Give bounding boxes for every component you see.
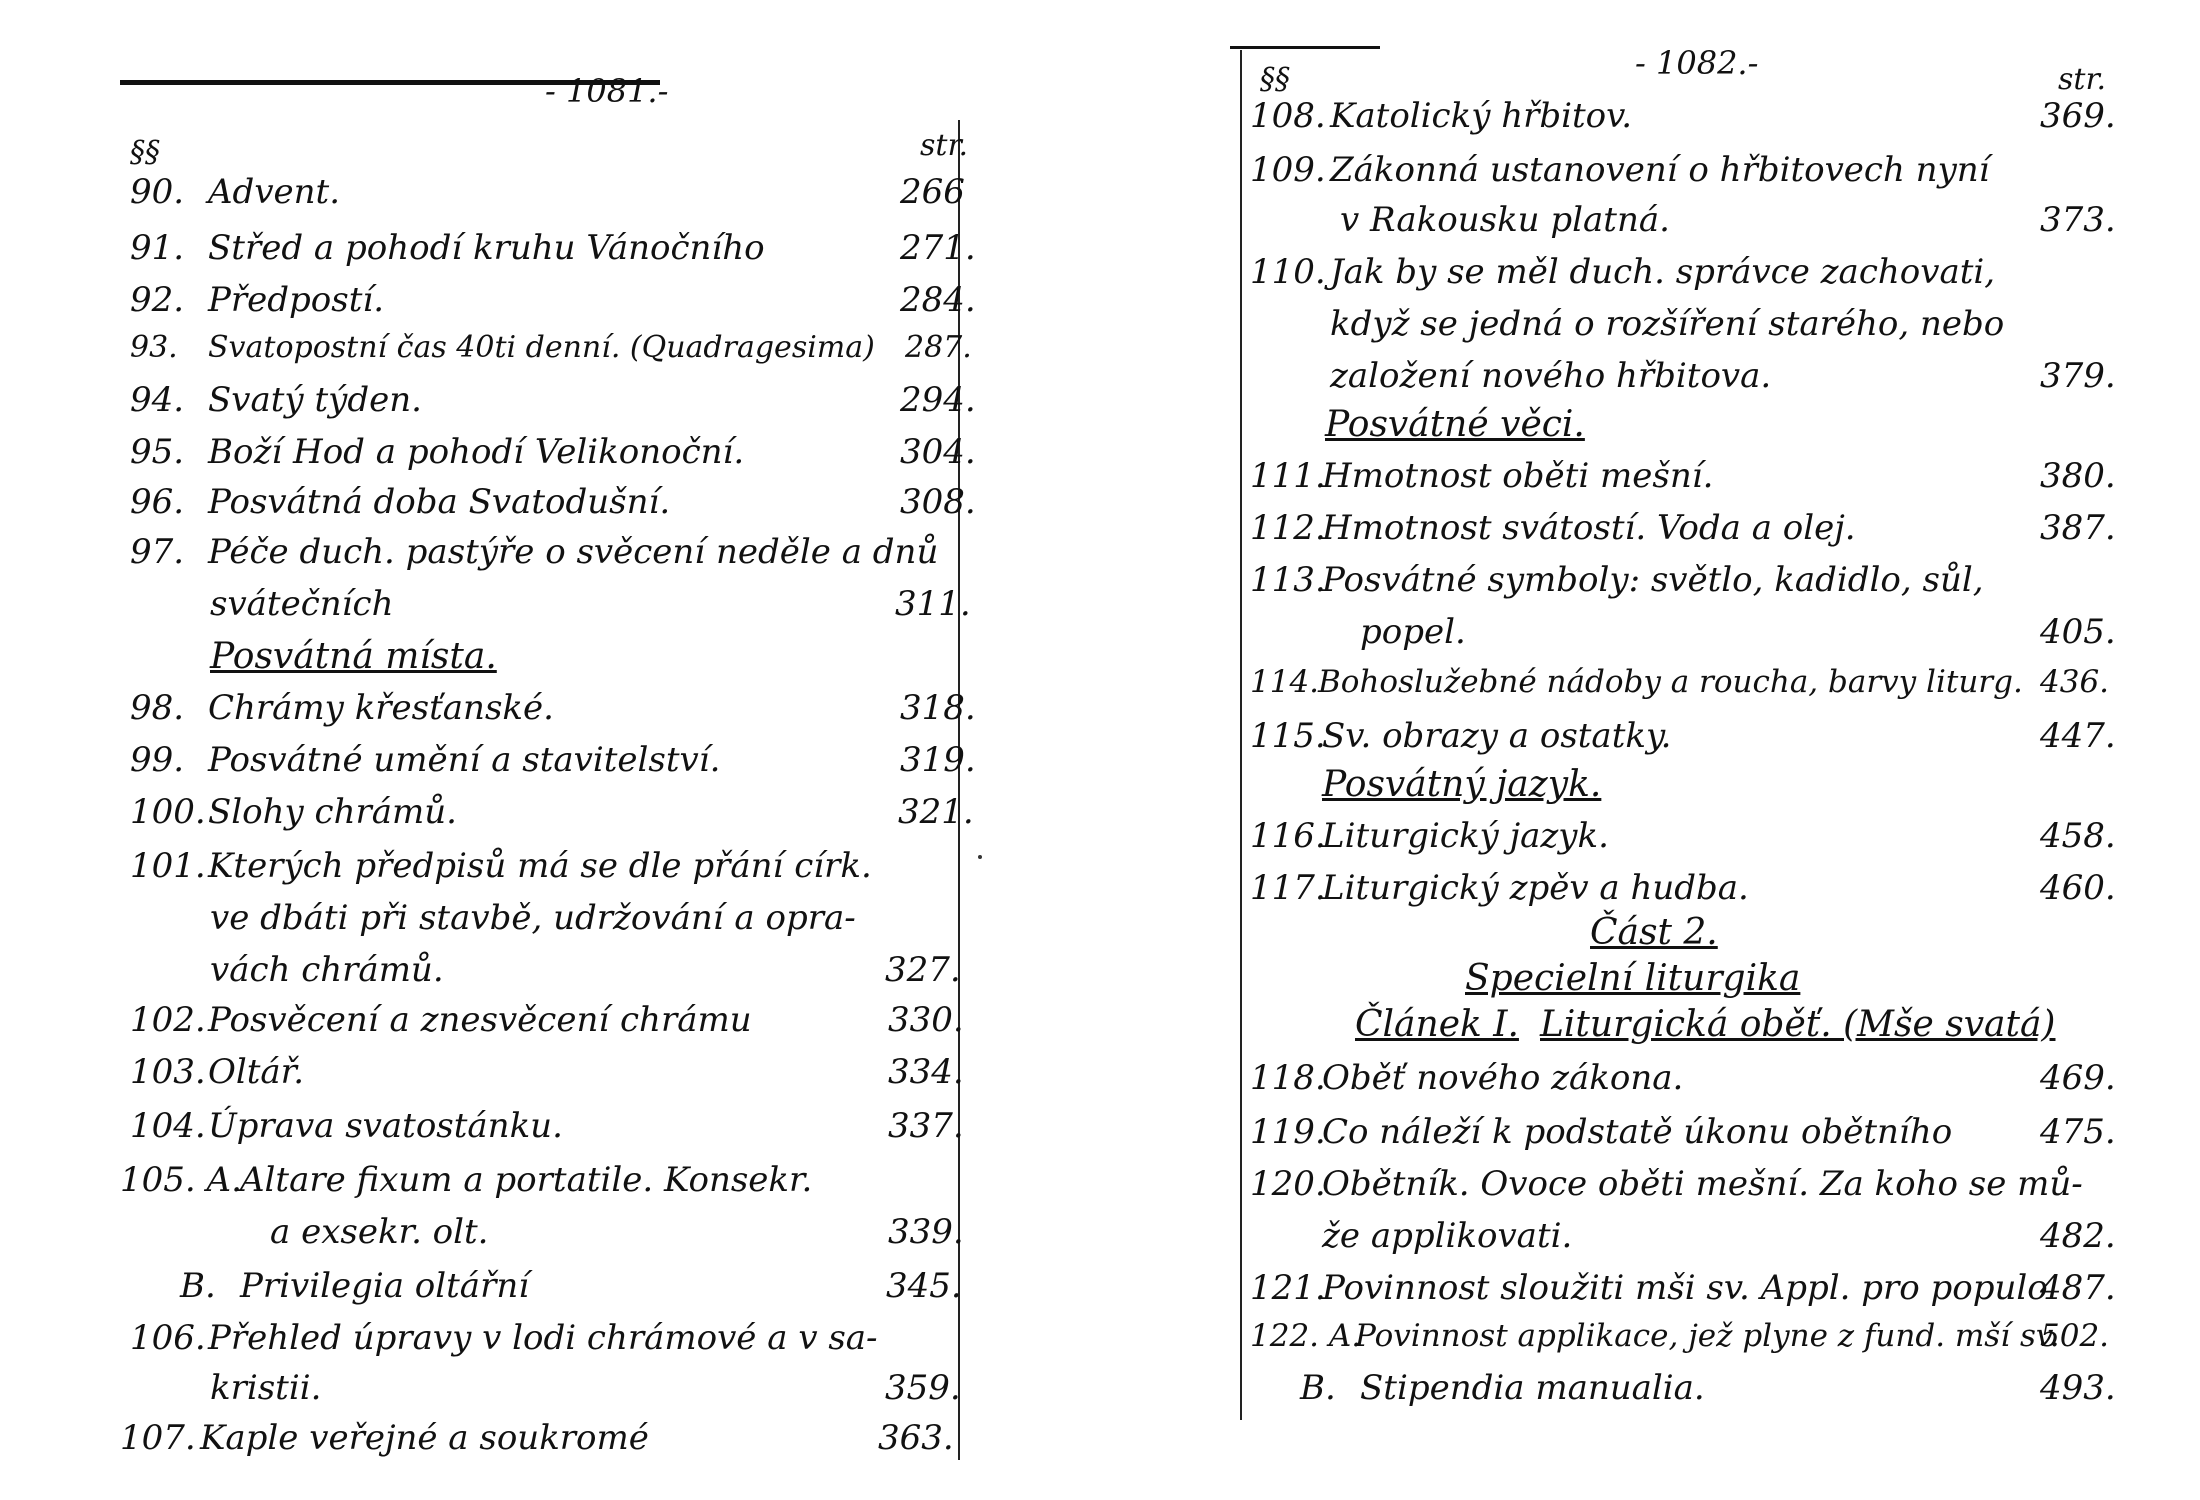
entry-number: 90.: [130, 172, 185, 212]
entry-number: 109.: [1250, 150, 1326, 190]
entry-number: 105. A.: [120, 1160, 242, 1200]
entry-page: 339.: [888, 1212, 964, 1252]
entry-number: 111.: [1250, 456, 1326, 496]
entry-page: 482.: [2040, 1216, 2116, 1256]
section-heading: Posvátná místa.: [210, 636, 497, 677]
entry-title: Přehled úpravy v lodi chrámové a v sa-: [208, 1318, 878, 1358]
entry-title: Oběť nového zákona.: [1322, 1058, 1684, 1098]
entry-title: Péče duch. pastýře o svěcení neděle a dnů: [208, 532, 939, 572]
entry-number: 99.: [130, 740, 185, 780]
entry-title: Hmotnost oběti mešní.: [1322, 456, 1714, 496]
entry-number: 112.: [1250, 508, 1326, 548]
entry-number: 103.: [130, 1052, 206, 1092]
entry-number: 117.: [1250, 868, 1326, 908]
entry-title-continuation: popel.: [1360, 612, 1466, 652]
entry-page: 460.: [2040, 868, 2116, 908]
entry-number: 97.: [130, 532, 185, 572]
entry-number: 106.: [130, 1318, 206, 1358]
entry-page: 387.: [2040, 508, 2116, 548]
entry-number: 121.: [1250, 1268, 1326, 1308]
entry-title: Svatopostní čas 40ti denní. (Quadragesima): [208, 330, 875, 365]
toc-entry-continuation: když se jedná o rozšíření starého, nebo: [1330, 304, 2005, 344]
entry-page: 318.: [900, 688, 976, 728]
section-label: §§: [130, 135, 160, 170]
entry-page: 458.: [2040, 816, 2116, 856]
entry-title: Předpostí.: [208, 280, 385, 320]
entry-title-continuation: založení nového hřbitova.: [1330, 356, 1772, 396]
page-label: str.: [920, 128, 969, 163]
entry-number: 93.: [130, 330, 178, 365]
entry-title: Svatý týden.: [208, 380, 422, 420]
entry-title: Povinnost sloužiti mši sv. Appl. pro populo: [1322, 1268, 2048, 1308]
entry-number: 102.: [130, 1000, 206, 1040]
entry-page: 304.: [900, 432, 976, 472]
entry-page: 294.: [900, 380, 976, 420]
entry-number: 107.: [120, 1418, 196, 1458]
entry-number: 115.: [1250, 716, 1326, 756]
entry-page: 447.: [2040, 716, 2116, 756]
entry-title-continuation: kristii.: [210, 1368, 322, 1408]
entry-page: 311.: [895, 584, 971, 624]
entry-title-continuation: v Rakousku platná.: [1340, 200, 1670, 240]
entry-title: Střed a pohodí kruhu Vánočního: [208, 228, 765, 268]
entry-page: 330.: [888, 1000, 964, 1040]
entry-title: Hmotnost svátostí. Voda a olej.: [1322, 508, 1856, 548]
entry-page: 327.: [885, 950, 961, 990]
entry-title-continuation: a exsekr. olt.: [270, 1212, 489, 1252]
page-number: - 1081.-: [545, 72, 669, 110]
entry-page: 321.: [898, 792, 974, 832]
entry-title: Kterých předpisů má se dle přání círk.: [208, 846, 872, 886]
entry-title: Posvátná doba Svatodušní.: [208, 482, 671, 522]
entry-number: 119.: [1250, 1112, 1326, 1152]
entry-number: 114.: [1250, 664, 1320, 700]
entry-page: 266: [900, 172, 965, 212]
entry-title: Oltář.: [208, 1052, 305, 1092]
entry-page: 337.: [888, 1106, 964, 1146]
entry-number: 116.: [1250, 816, 1326, 856]
entry-number: 94.: [130, 380, 185, 420]
entry-title: Chrámy křesťanské.: [208, 688, 554, 728]
entry-number: 110.: [1250, 252, 1326, 292]
toc-entry-continuation: ve dbáti při stavbě, udržování a opra-: [210, 898, 856, 938]
ink-speck: [978, 855, 982, 859]
entry-page: 373.: [2040, 200, 2116, 240]
entry-page: 405.: [2040, 612, 2116, 652]
entry-page: 308.: [900, 482, 976, 522]
entry-number: 118.: [1250, 1058, 1326, 1098]
article-title: Liturgická oběť. (Mše svatá): [1540, 1004, 2056, 1045]
entry-number: 120.: [1250, 1164, 1326, 1204]
entry-number: B.: [1300, 1368, 1336, 1408]
top-rule: [1230, 46, 1380, 49]
section-heading: Posvátné věci.: [1325, 404, 1585, 445]
entry-title: Úprava svatostánku.: [208, 1106, 563, 1146]
entry-title: Co náleží k podstatě úkonu obětního: [1322, 1112, 1953, 1152]
entry-page: 271.: [900, 228, 976, 268]
entry-title: Liturgický zpěv a hudba.: [1322, 868, 1749, 908]
entry-page: 363.: [878, 1418, 954, 1458]
entry-title: Posvátné symboly: světlo, kadidlo, sůl,: [1322, 560, 1984, 600]
entry-title: Liturgický jazyk.: [1322, 816, 1609, 856]
entry-number: 96.: [130, 482, 185, 522]
entry-page: 379.: [2040, 356, 2116, 396]
right-page: [1100, 0, 2200, 1500]
entry-title: Katolický hřbitov.: [1330, 96, 1633, 136]
entry-title: Jak by se měl duch. správce zachovati,: [1330, 252, 1996, 292]
entry-page: 475.: [2040, 1112, 2116, 1152]
entry-number: 104.: [130, 1106, 206, 1146]
entry-title-continuation: vách chrámů.: [210, 950, 444, 990]
entry-page: 436.: [2040, 664, 2110, 700]
entry-title: Altare fixum a portatile. Konsekr.: [240, 1160, 813, 1200]
entry-page: 287.: [905, 330, 972, 365]
entry-page: 359.: [885, 1368, 961, 1408]
entry-page: 284.: [900, 280, 976, 320]
entry-title: Advent.: [208, 172, 341, 212]
entry-title: Povinnost applikace, jež plyne z fund. mší sv.: [1355, 1318, 2060, 1354]
entry-number: 98.: [130, 688, 185, 728]
entry-page: 487.: [2040, 1268, 2116, 1308]
entry-page: 345.: [886, 1266, 962, 1306]
page-label: str.: [2058, 62, 2107, 97]
entry-title: Slohy chrámů.: [208, 792, 457, 832]
entry-page: 369.: [2040, 96, 2116, 136]
entry-title-continuation: že applikovati.: [1322, 1216, 1573, 1256]
entry-number: B.: [180, 1266, 216, 1306]
entry-number: 91.: [130, 228, 185, 268]
entry-title: Stipendia manualia.: [1360, 1368, 1705, 1408]
entry-title: Sv. obrazy a ostatky.: [1322, 716, 1672, 756]
entry-number: 108.: [1250, 96, 1326, 136]
entry-number: 100.: [130, 792, 206, 832]
entry-page: 493.: [2040, 1368, 2116, 1408]
column-rule: [958, 120, 960, 1460]
entry-page: 469.: [2040, 1058, 2116, 1098]
entry-title: Obětník. Ovoce oběti mešní. Za koho se mů-: [1322, 1164, 2083, 1204]
entry-page: 334.: [888, 1052, 964, 1092]
entry-title: Privilegia oltářní: [240, 1266, 530, 1306]
entry-page: 502.: [2040, 1318, 2110, 1354]
entry-page: 380.: [2040, 456, 2116, 496]
part-subtitle: Specielní liturgika: [1465, 958, 1801, 999]
section-heading: Posvátný jazyk.: [1322, 764, 1602, 805]
entry-title: Posvátné umění a stavitelství.: [208, 740, 721, 780]
entry-page: 319.: [900, 740, 976, 780]
entry-number: 122. A.: [1250, 1318, 1362, 1354]
entry-title: Boží Hod a pohodí Velikonoční.: [208, 432, 745, 472]
entry-number: 95.: [130, 432, 185, 472]
part-title: Část 2.: [1590, 912, 1718, 953]
entry-number: 92.: [130, 280, 185, 320]
entry-title: Bohoslužebné nádoby a roucha, barvy liturg.: [1318, 664, 2023, 700]
section-label: §§: [1260, 62, 1290, 97]
entry-title-continuation: svátečních: [210, 584, 394, 624]
entry-number: 113.: [1250, 560, 1326, 600]
page-number: - 1082.-: [1635, 44, 1759, 82]
entry-title: Posvěcení a znesvěcení chrámu: [208, 1000, 752, 1040]
entry-title: Zákonná ustanovení o hřbitovech nyní: [1330, 150, 1990, 190]
article-label: Článek I.: [1355, 1004, 1519, 1045]
column-rule: [1240, 50, 1242, 1420]
entry-number: 101.: [130, 846, 206, 886]
entry-title: Kaple veřejné a soukromé: [200, 1418, 649, 1458]
